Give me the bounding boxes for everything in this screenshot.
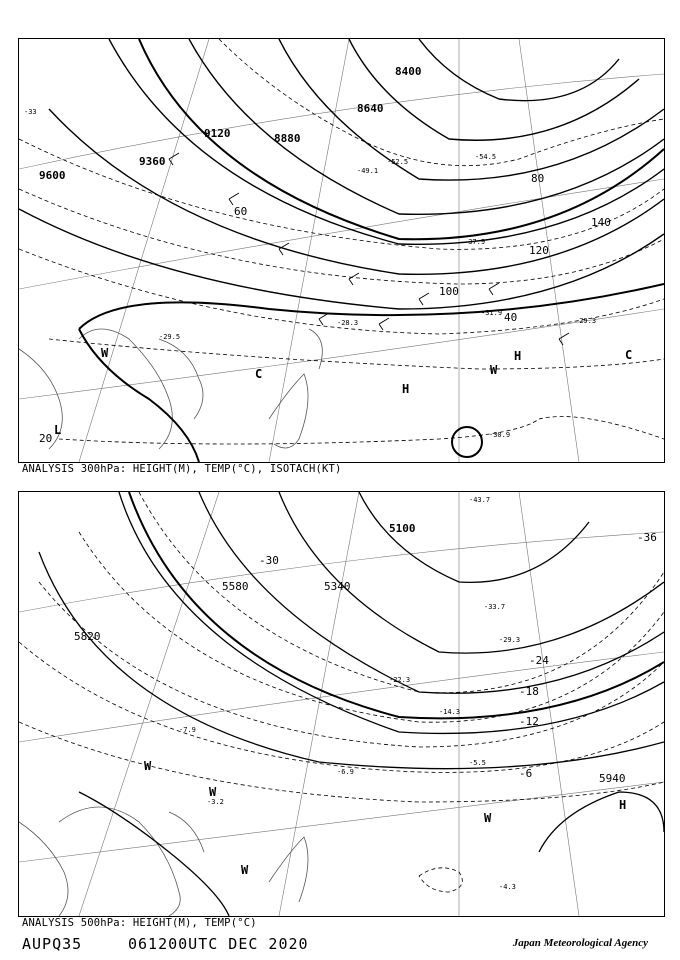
- height-label: 5820: [74, 630, 101, 643]
- pressure-centers: [144, 759, 626, 877]
- caption-300hpa: ANALYSIS 300hPa: HEIGHT(M), TEMP(°C), ISOTACH(KT): [22, 463, 342, 475]
- height-label: 8640: [357, 102, 384, 115]
- warm-center: W: [209, 785, 217, 799]
- temp-value: -54.5: [475, 153, 497, 161]
- temp-value: -33: [24, 108, 37, 116]
- cold-center: C: [625, 348, 633, 362]
- temp-value: -29.3: [575, 317, 597, 325]
- isotach-label: 80: [531, 172, 545, 185]
- isotherm-label: -6: [519, 767, 533, 780]
- temp-value: -22.3: [389, 676, 411, 684]
- temp-value: -43.7: [469, 496, 491, 504]
- height-label: 8400: [395, 65, 422, 78]
- chart-code: AUPQ35: [22, 935, 83, 953]
- temp-value: -29.3: [499, 636, 521, 644]
- temp-value: -14.3: [439, 708, 461, 716]
- warm-center: W: [241, 863, 249, 877]
- warm-center: W: [144, 759, 152, 773]
- height-label: 9360: [139, 155, 166, 168]
- height-label: 8880: [274, 132, 301, 145]
- high-center: H: [514, 349, 522, 363]
- low-center: L: [54, 423, 62, 437]
- high-center: H: [619, 798, 627, 812]
- isotherm-label: -18: [519, 685, 539, 698]
- isotherm-label: -30: [259, 554, 279, 567]
- chart-panel-300hpa: [18, 38, 665, 463]
- temp-value: -52.5: [387, 158, 409, 166]
- temp-value: -28.3: [337, 319, 359, 327]
- pressure-centers: [54, 346, 632, 437]
- temp-value: -30.9: [489, 431, 511, 439]
- isotherm-lines: [19, 39, 664, 444]
- isotach-label: 40: [504, 311, 518, 324]
- temp-value: -31.9: [481, 309, 503, 317]
- temp-value: -6.9: [337, 768, 354, 776]
- height-labels: [39, 65, 422, 182]
- chart-timestamp: 061200UTC DEC 2020: [128, 935, 309, 953]
- temp-value: -37.9: [464, 238, 486, 246]
- temp-value: -3.2: [207, 798, 224, 806]
- temp-value: -7.9: [179, 726, 196, 734]
- isotherm-labels: [259, 531, 657, 780]
- height-label: 5580: [222, 580, 249, 593]
- isotach-label: 100: [439, 285, 459, 298]
- high-center: H: [402, 382, 410, 396]
- warm-center: W: [490, 363, 498, 377]
- caption-500hpa: ANALYSIS 500hPa: HEIGHT(M), TEMP(°C): [22, 917, 257, 929]
- coastline: [19, 807, 308, 916]
- isotherm-label: -24: [529, 654, 549, 667]
- temp-values: [24, 108, 596, 439]
- height-label: 9600: [39, 169, 66, 182]
- temp-value: -29.5: [159, 333, 181, 341]
- chart-panel-500hpa: [18, 491, 665, 917]
- coastline: [19, 329, 322, 449]
- warm-center: W: [484, 811, 492, 825]
- height-label: 5340: [324, 580, 351, 593]
- temp-value: -49.1: [357, 167, 379, 175]
- temp-value: -33.7: [484, 603, 506, 611]
- map-300hpa: [19, 39, 664, 462]
- warm-center: W: [101, 346, 109, 360]
- map-500hpa: [19, 492, 664, 916]
- isotach-label: 140: [591, 216, 611, 229]
- temp-value: -4.3: [499, 883, 516, 891]
- isotach-label: 120: [529, 244, 549, 257]
- isotherm-label: -36: [637, 531, 657, 544]
- temp-value: -5.5: [469, 759, 486, 767]
- cold-center: C: [255, 367, 263, 381]
- agency-name: Japan Meteorological Agency: [512, 937, 648, 949]
- isotach-label: 20: [39, 432, 53, 445]
- isotherm-label: -12: [519, 715, 539, 728]
- height-label: 5100: [389, 522, 416, 535]
- isotach-label: 60: [234, 205, 248, 218]
- height-label: 9120: [204, 127, 231, 140]
- height-label: 5940: [599, 772, 626, 785]
